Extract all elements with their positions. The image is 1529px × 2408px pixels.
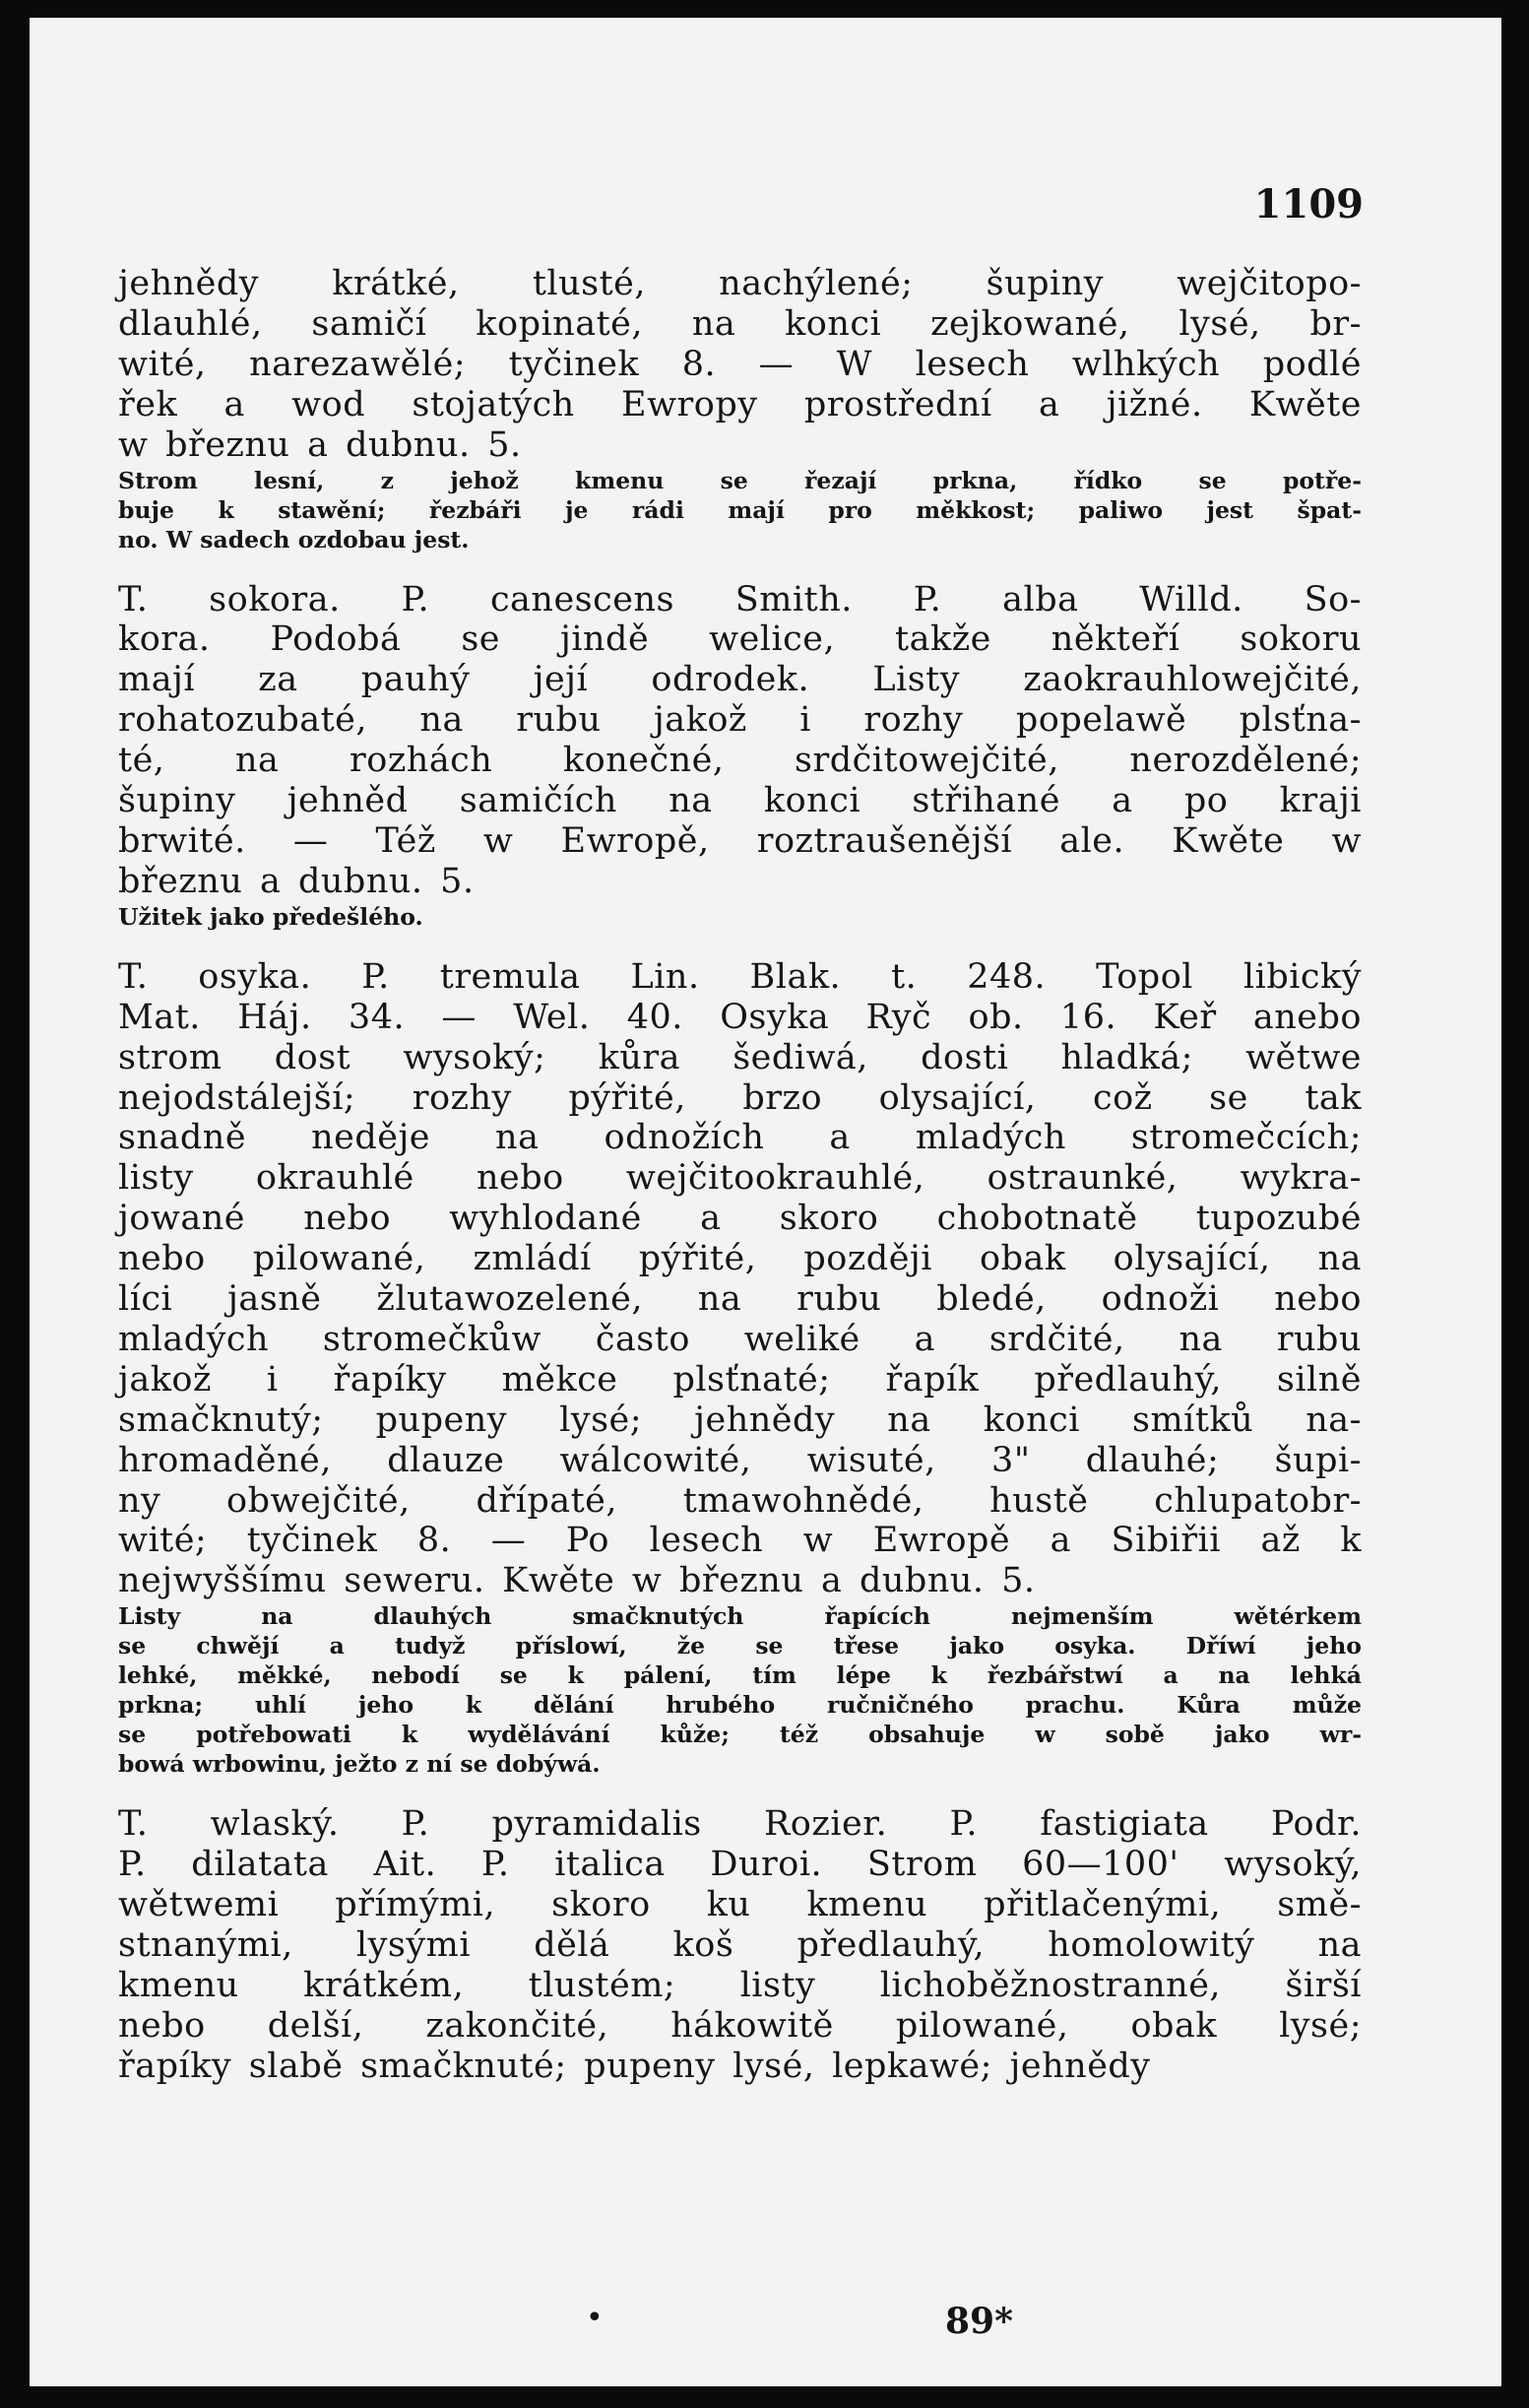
block-gap xyxy=(118,554,1362,580)
text-line: no. W sadech ozdobau jest. xyxy=(118,525,470,553)
text-line: té, na rozhách konečné, srdčitowejčité, nerozdělené; xyxy=(118,741,1362,781)
text-line: nejodstálejší; rozhy pýřité, brzo olysající, což se tak xyxy=(118,1077,1362,1118)
text-line: Listy na dlauhých smačknutých řapících nejmenším wětérkem xyxy=(118,1602,1362,1631)
text-line: T. sokora. P. canescens Smith. P. alba Willd. So- xyxy=(118,579,1362,619)
text-line: smačknutý; pupeny lysé; jehnědy na konci smítků na- xyxy=(118,1399,1362,1440)
text-line: strom dost wysoký; kůra šediwá, dosti hladká; wětwe xyxy=(118,1037,1362,1077)
text-line: w březnu a dubnu. 5. xyxy=(118,424,522,465)
text-line: Užitek jako předešlého. xyxy=(118,902,423,931)
text-line: líci jasně žlutawozelené, na rubu bledé, odnoži nebo xyxy=(118,1279,1362,1320)
signature-mark: 89* xyxy=(945,2301,1013,2342)
text-line: Strom lesní, z jehož kmenu se řezají prkna, řídko se potře- xyxy=(118,466,1362,494)
text-line: snadně neděje na odnožích a mladých stromečcích; xyxy=(118,1118,1362,1158)
text-line: kmenu krátkém, tlustém; listy lichoběžnostranné, širší xyxy=(118,1965,1362,2005)
text-line: T. wlaský. P. pyramidalis Rozier. P. fastigiata Podr. xyxy=(118,1804,1362,1845)
text-line: stnanými, lysými dělá koš předlauhý, homolowitý na xyxy=(118,1925,1362,1965)
text-line: řek a wod stojatých Ewropy prostřední a jižné. Kwěte xyxy=(118,384,1362,424)
text-line: buje k stawění; řezbáři je rádi mají pro měkkost; paliwo jest špat- xyxy=(118,495,1362,524)
text-line: rohatozubaté, na rubu jakož i rozhy popelawě plsťna- xyxy=(118,700,1362,741)
book-page xyxy=(30,18,1501,2386)
note-paragraph xyxy=(118,902,1362,932)
text-line: nebo delší, zakončité, hákowitě pilowané, obak lysé; xyxy=(118,2005,1362,2046)
text-line: jehnědy krátké, tlusté, nachýlené; šupiny wejčitopo- xyxy=(118,264,1362,303)
text-line: hromaděné, dlauze wálcowité, wisuté, 3" dlauhé; šupi- xyxy=(118,1440,1362,1480)
text-line: wité, narezawělé; tyčinek 8. — W lesech wlhkých podlé xyxy=(118,344,1362,384)
text-line: Mat. Háj. 34. — Wel. 40. Osyka Ryč ob. 16. Keř anebo xyxy=(118,997,1362,1037)
main-paragraph xyxy=(118,1804,1362,2086)
text-line: T. osyka. P. tremula Lin. Blak. t. 248. Topol libický xyxy=(118,956,1362,997)
page-number: 1109 xyxy=(1253,181,1364,228)
text-line: dlauhlé, samičí kopinaté, na konci zejkowané, lysé, br- xyxy=(118,303,1362,344)
main-paragraph xyxy=(118,264,1362,466)
text-line: se chwějí a tudyž příslowí, že se třese jako osyka. Dříwí jeho xyxy=(118,1632,1362,1660)
note-paragraph xyxy=(118,1601,1362,1779)
main-paragraph xyxy=(118,957,1362,1602)
text-line: mladých stromečkůw často weliké a srdčité, na rubu xyxy=(118,1319,1362,1359)
text-line: jakož i řapíky měkce plsťnaté; řapík předlauhý, silně xyxy=(118,1359,1362,1399)
block-gap xyxy=(118,932,1362,957)
text-line: jowané nebo wyhlodané a skoro chobotnatě tupozubé xyxy=(118,1199,1362,1239)
text-line: bowá wrbowinu, ježto z ní se dobýwá. xyxy=(118,1750,601,1779)
page-text xyxy=(118,264,1362,2087)
text-line: P. dilatata Ait. P. italica Duroi. Strom 60—100' wysoký, xyxy=(118,1845,1362,1885)
text-line: nejwyššímu seweru. Kwěte w březnu a dubnu. 5. xyxy=(118,1561,1036,1601)
text-line: kora. Podobá se jindě welice, takže někteří sokoru xyxy=(118,619,1362,660)
text-line: wité; tyčinek 8. — Po lesech w Ewropě a Sibiřii až k xyxy=(118,1521,1362,1561)
block-gap xyxy=(118,1779,1362,1804)
note-paragraph xyxy=(118,466,1362,554)
text-line: brwité. — Též w Ewropě, roztraušenější ale. Kwěte w xyxy=(118,820,1362,861)
text-line: lehké, měkké, nebodí se k pálení, tím lépe k řezbářstwí a na lehká xyxy=(118,1661,1362,1690)
text-line: ny obwejčité, dřípaté, tmawohnědé, hustě chlupatobr- xyxy=(118,1480,1362,1521)
text-line: březnu a dubnu. 5. xyxy=(118,861,475,901)
text-line: se potřebowati k wydělávání kůže; též obsahuje w sobě jako wr- xyxy=(118,1721,1362,1749)
text-line: listy okrauhlé nebo wejčitookrauhlé, ostraunké, wykra- xyxy=(118,1158,1362,1199)
text-line: řapíky slabě smačknuté; pupeny lysé, lepkawé; jehnědy xyxy=(118,2046,1151,2086)
text-line: nebo pilowané, zmládí pýřité, později obak olysající, na xyxy=(118,1239,1362,1279)
text-line: mají za pauhý její odrodek. Listy zaokrauhlowejčité, xyxy=(118,660,1362,700)
main-paragraph xyxy=(118,580,1362,902)
text-line: šupiny jehněd samičích na konci střihané a po kraji xyxy=(118,781,1362,821)
footer-dot: • xyxy=(586,2301,604,2335)
text-line: wětwemi přímými, skoro ku kmenu přitlačenými, smě- xyxy=(118,1885,1362,1925)
text-line: prkna; uhlí jeho k dělání hrubého ručničného prachu. Kůra může xyxy=(118,1691,1362,1720)
